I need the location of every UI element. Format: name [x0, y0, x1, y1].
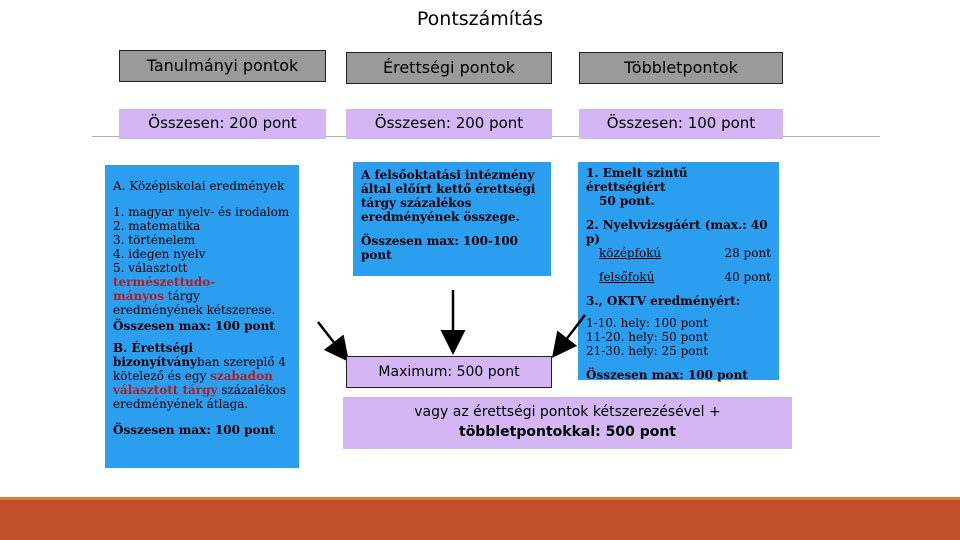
total-exam-points: Összesen: 200 pont [346, 109, 552, 139]
arrow-right [555, 315, 585, 354]
header-extra-points: Többletpontok [579, 52, 783, 84]
header-academic-points: Tanulmányi pontok [119, 50, 326, 82]
footer-bar [0, 497, 960, 540]
section-a-item: 3. történelem [113, 233, 196, 247]
language-exam-intermediate: középfokú 28 pont [599, 246, 771, 260]
extra-points-total: Összesen max: 100 pont [586, 368, 748, 382]
alternative-line-2: többletpontokkal: 500 pont [459, 424, 676, 440]
extra-item-1: 1. Emelt szintű érettségiért [586, 166, 688, 194]
alternative-line-1: vagy az érettségi pontok kétszerezésével + [414, 404, 721, 420]
oktv-place-row: 1-10. hely: 100 pont [586, 316, 709, 330]
extra-item-1-points: 50 pont. [599, 194, 655, 208]
total-academic-points: Összesen: 200 pont [119, 109, 326, 139]
extra-item-3: 3., OKTV eredményért: [586, 294, 741, 308]
extra-item-2: 2. Nyelvvizsgáért (max.: 40 p) [586, 218, 768, 246]
exam-requirements-text: A felsőoktatási intézmény által előírt kettő érettségi tárgy százalékos eredményének összege. [361, 168, 536, 224]
section-a-item-5: 5. választott természettudo- mányos tárgy eredményének kétszerese. [113, 261, 276, 317]
maximum-points-box: Maximum: 500 pont [346, 356, 552, 388]
section-b-total: Összesen max: 100 pont [113, 423, 275, 437]
language-exam-advanced: felsőfokú 40 pont [599, 270, 771, 284]
oktv-place-row: 11-20. hely: 50 pont [586, 330, 709, 344]
header-exam-points: Érettségi pontok [346, 52, 552, 84]
section-a-item: 4. idegen nyelv [113, 247, 206, 261]
total-extra-points: Összesen: 100 pont [579, 109, 783, 139]
alternative-calculation-box [343, 397, 792, 449]
section-a-item: 1. magyar nyelv- és irodalom [113, 205, 290, 219]
exam-requirements-total: Összesen max: 100-100 pont [361, 234, 519, 262]
section-b-text: B. Érettségi bizonyítványban szereplő 4 kötelező és egy szabadon választott tárgy százalékos eredményének átlaga. [113, 341, 287, 411]
section-a-title: A. Középiskolai eredmények [113, 179, 285, 193]
arrow-left [318, 322, 346, 358]
section-a-total: Összesen max: 100 pont [113, 319, 275, 333]
oktv-place-row: 21-30. hely: 25 pont [586, 344, 709, 358]
section-a-item: 2. matematika [113, 219, 201, 233]
page-title: Pontszámítás [416, 8, 544, 30]
